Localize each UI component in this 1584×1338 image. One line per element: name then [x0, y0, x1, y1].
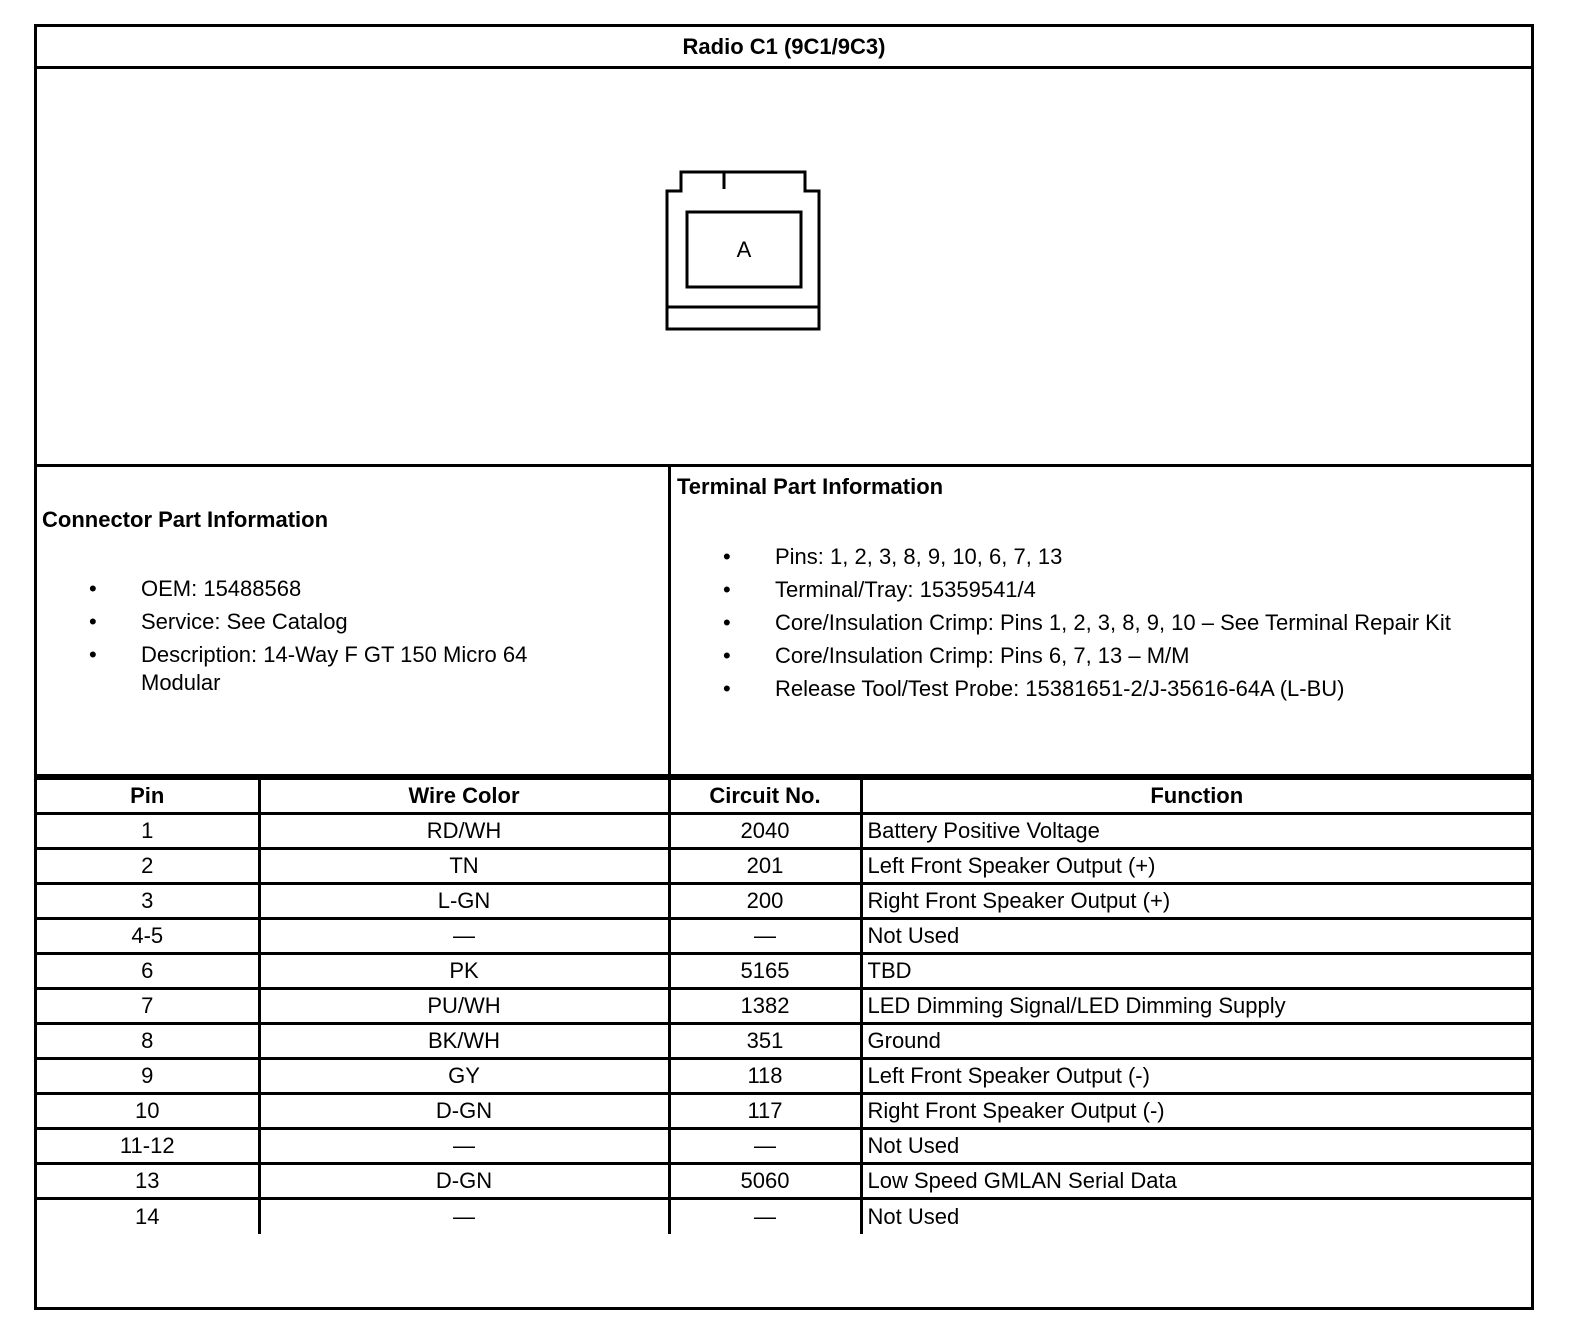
- pin-cell: 1: [37, 814, 259, 849]
- terminal-info-list: [723, 543, 1503, 708]
- wire-color-cell: —: [259, 1199, 669, 1234]
- table-row: [37, 1024, 1531, 1059]
- table-row: [37, 814, 1531, 849]
- terminal-info-heading: Terminal Part Information: [677, 474, 944, 499]
- circuit-no-cell: 200: [669, 884, 861, 919]
- pinout-table: [37, 777, 1531, 1234]
- wire-color-cell: PK: [259, 954, 669, 989]
- circuit-no-cell: 201: [669, 849, 861, 884]
- pin-cell: 6: [37, 954, 259, 989]
- list-item: • Core/Insulation Crimp: Pins 1, 2, 3, 8, 9, 10 – See Terminal Repair Kit: [723, 609, 1503, 637]
- table-row: [37, 1129, 1531, 1164]
- connector-face-drawing: [37, 69, 1531, 464]
- header-circuit-no: Circuit No.: [669, 779, 861, 814]
- list-item: • Service: See Catalog: [89, 608, 609, 636]
- header-wire-color: Wire Color: [259, 779, 669, 814]
- function-cell: Battery Positive Voltage: [861, 814, 1531, 849]
- wire-color-cell: D-GN: [259, 1094, 669, 1129]
- connector-info-heading: Connector Part Information: [42, 507, 329, 532]
- pin-cell: 7: [37, 989, 259, 1024]
- function-cell: Ground: [861, 1024, 1531, 1059]
- circuit-no-cell: 351: [669, 1024, 861, 1059]
- document-title: Radio C1 (9C1/9C3): [37, 27, 1531, 69]
- wire-color-cell: GY: [259, 1059, 669, 1094]
- wire-color-cell: D-GN: [259, 1164, 669, 1199]
- circuit-no-cell: 1382: [669, 989, 861, 1024]
- circuit-no-cell: —: [669, 1129, 861, 1164]
- connector-part-info: [37, 467, 671, 774]
- pin-cell: 14: [37, 1199, 259, 1234]
- table-row: [37, 849, 1531, 884]
- function-cell: Not Used: [861, 1199, 1531, 1234]
- wire-color-cell: —: [259, 919, 669, 954]
- table-row: [37, 1094, 1531, 1129]
- table-row: [37, 1164, 1531, 1199]
- pin-cell: 3: [37, 884, 259, 919]
- circuit-no-cell: 2040: [669, 814, 861, 849]
- circuit-no-cell: —: [669, 919, 861, 954]
- connector-diagram: [37, 69, 1531, 467]
- wire-color-cell: RD/WH: [259, 814, 669, 849]
- list-item: • OEM: 15488568: [89, 575, 609, 603]
- table-row: [37, 954, 1531, 989]
- list-item: • Core/Insulation Crimp: Pins 6, 7, 13 – M/M: [723, 642, 1503, 670]
- table-header-row: [37, 779, 1531, 814]
- header-function: Function: [861, 779, 1531, 814]
- pin-cell: 4-5: [37, 919, 259, 954]
- wire-color-cell: TN: [259, 849, 669, 884]
- circuit-no-cell: 5060: [669, 1164, 861, 1199]
- pin-cell: 9: [37, 1059, 259, 1094]
- connector-document: [34, 24, 1534, 1310]
- function-cell: Left Front Speaker Output (+): [861, 849, 1531, 884]
- pin-cell: 11-12: [37, 1129, 259, 1164]
- connector-info-list: [89, 575, 609, 702]
- cavity-label: A: [736, 237, 752, 262]
- list-item: • Terminal/Tray: 15359541/4: [723, 576, 1503, 604]
- wire-color-cell: BK/WH: [259, 1024, 669, 1059]
- wire-color-cell: —: [259, 1129, 669, 1164]
- function-cell: Left Front Speaker Output (-): [861, 1059, 1531, 1094]
- function-cell: Not Used: [861, 1129, 1531, 1164]
- circuit-no-cell: —: [669, 1199, 861, 1234]
- table-row: [37, 919, 1531, 954]
- wire-color-cell: L-GN: [259, 884, 669, 919]
- list-item: • Description: 14-Way F GT 150 Micro 64 Modular: [89, 641, 609, 697]
- part-info-section: [37, 467, 1531, 777]
- circuit-no-cell: 5165: [669, 954, 861, 989]
- function-cell: Low Speed GMLAN Serial Data: [861, 1164, 1531, 1199]
- circuit-no-cell: 118: [669, 1059, 861, 1094]
- table-row: [37, 1199, 1531, 1234]
- pin-cell: 2: [37, 849, 259, 884]
- terminal-part-info: [671, 467, 1531, 774]
- list-item: • Pins: 1, 2, 3, 8, 9, 10, 6, 7, 13: [723, 543, 1503, 571]
- wire-color-cell: PU/WH: [259, 989, 669, 1024]
- function-cell: Right Front Speaker Output (-): [861, 1094, 1531, 1129]
- table-row: [37, 1059, 1531, 1094]
- table-row: [37, 989, 1531, 1024]
- function-cell: TBD: [861, 954, 1531, 989]
- pin-cell: 13: [37, 1164, 259, 1199]
- header-pin: Pin: [37, 779, 259, 814]
- table-row: [37, 884, 1531, 919]
- function-cell: LED Dimming Signal/LED Dimming Supply: [861, 989, 1531, 1024]
- function-cell: Not Used: [861, 919, 1531, 954]
- pin-cell: 8: [37, 1024, 259, 1059]
- list-item: • Release Tool/Test Probe: 15381651-2/J-35616-64A (L-BU): [723, 675, 1503, 703]
- circuit-no-cell: 117: [669, 1094, 861, 1129]
- function-cell: Right Front Speaker Output (+): [861, 884, 1531, 919]
- pin-cell: 10: [37, 1094, 259, 1129]
